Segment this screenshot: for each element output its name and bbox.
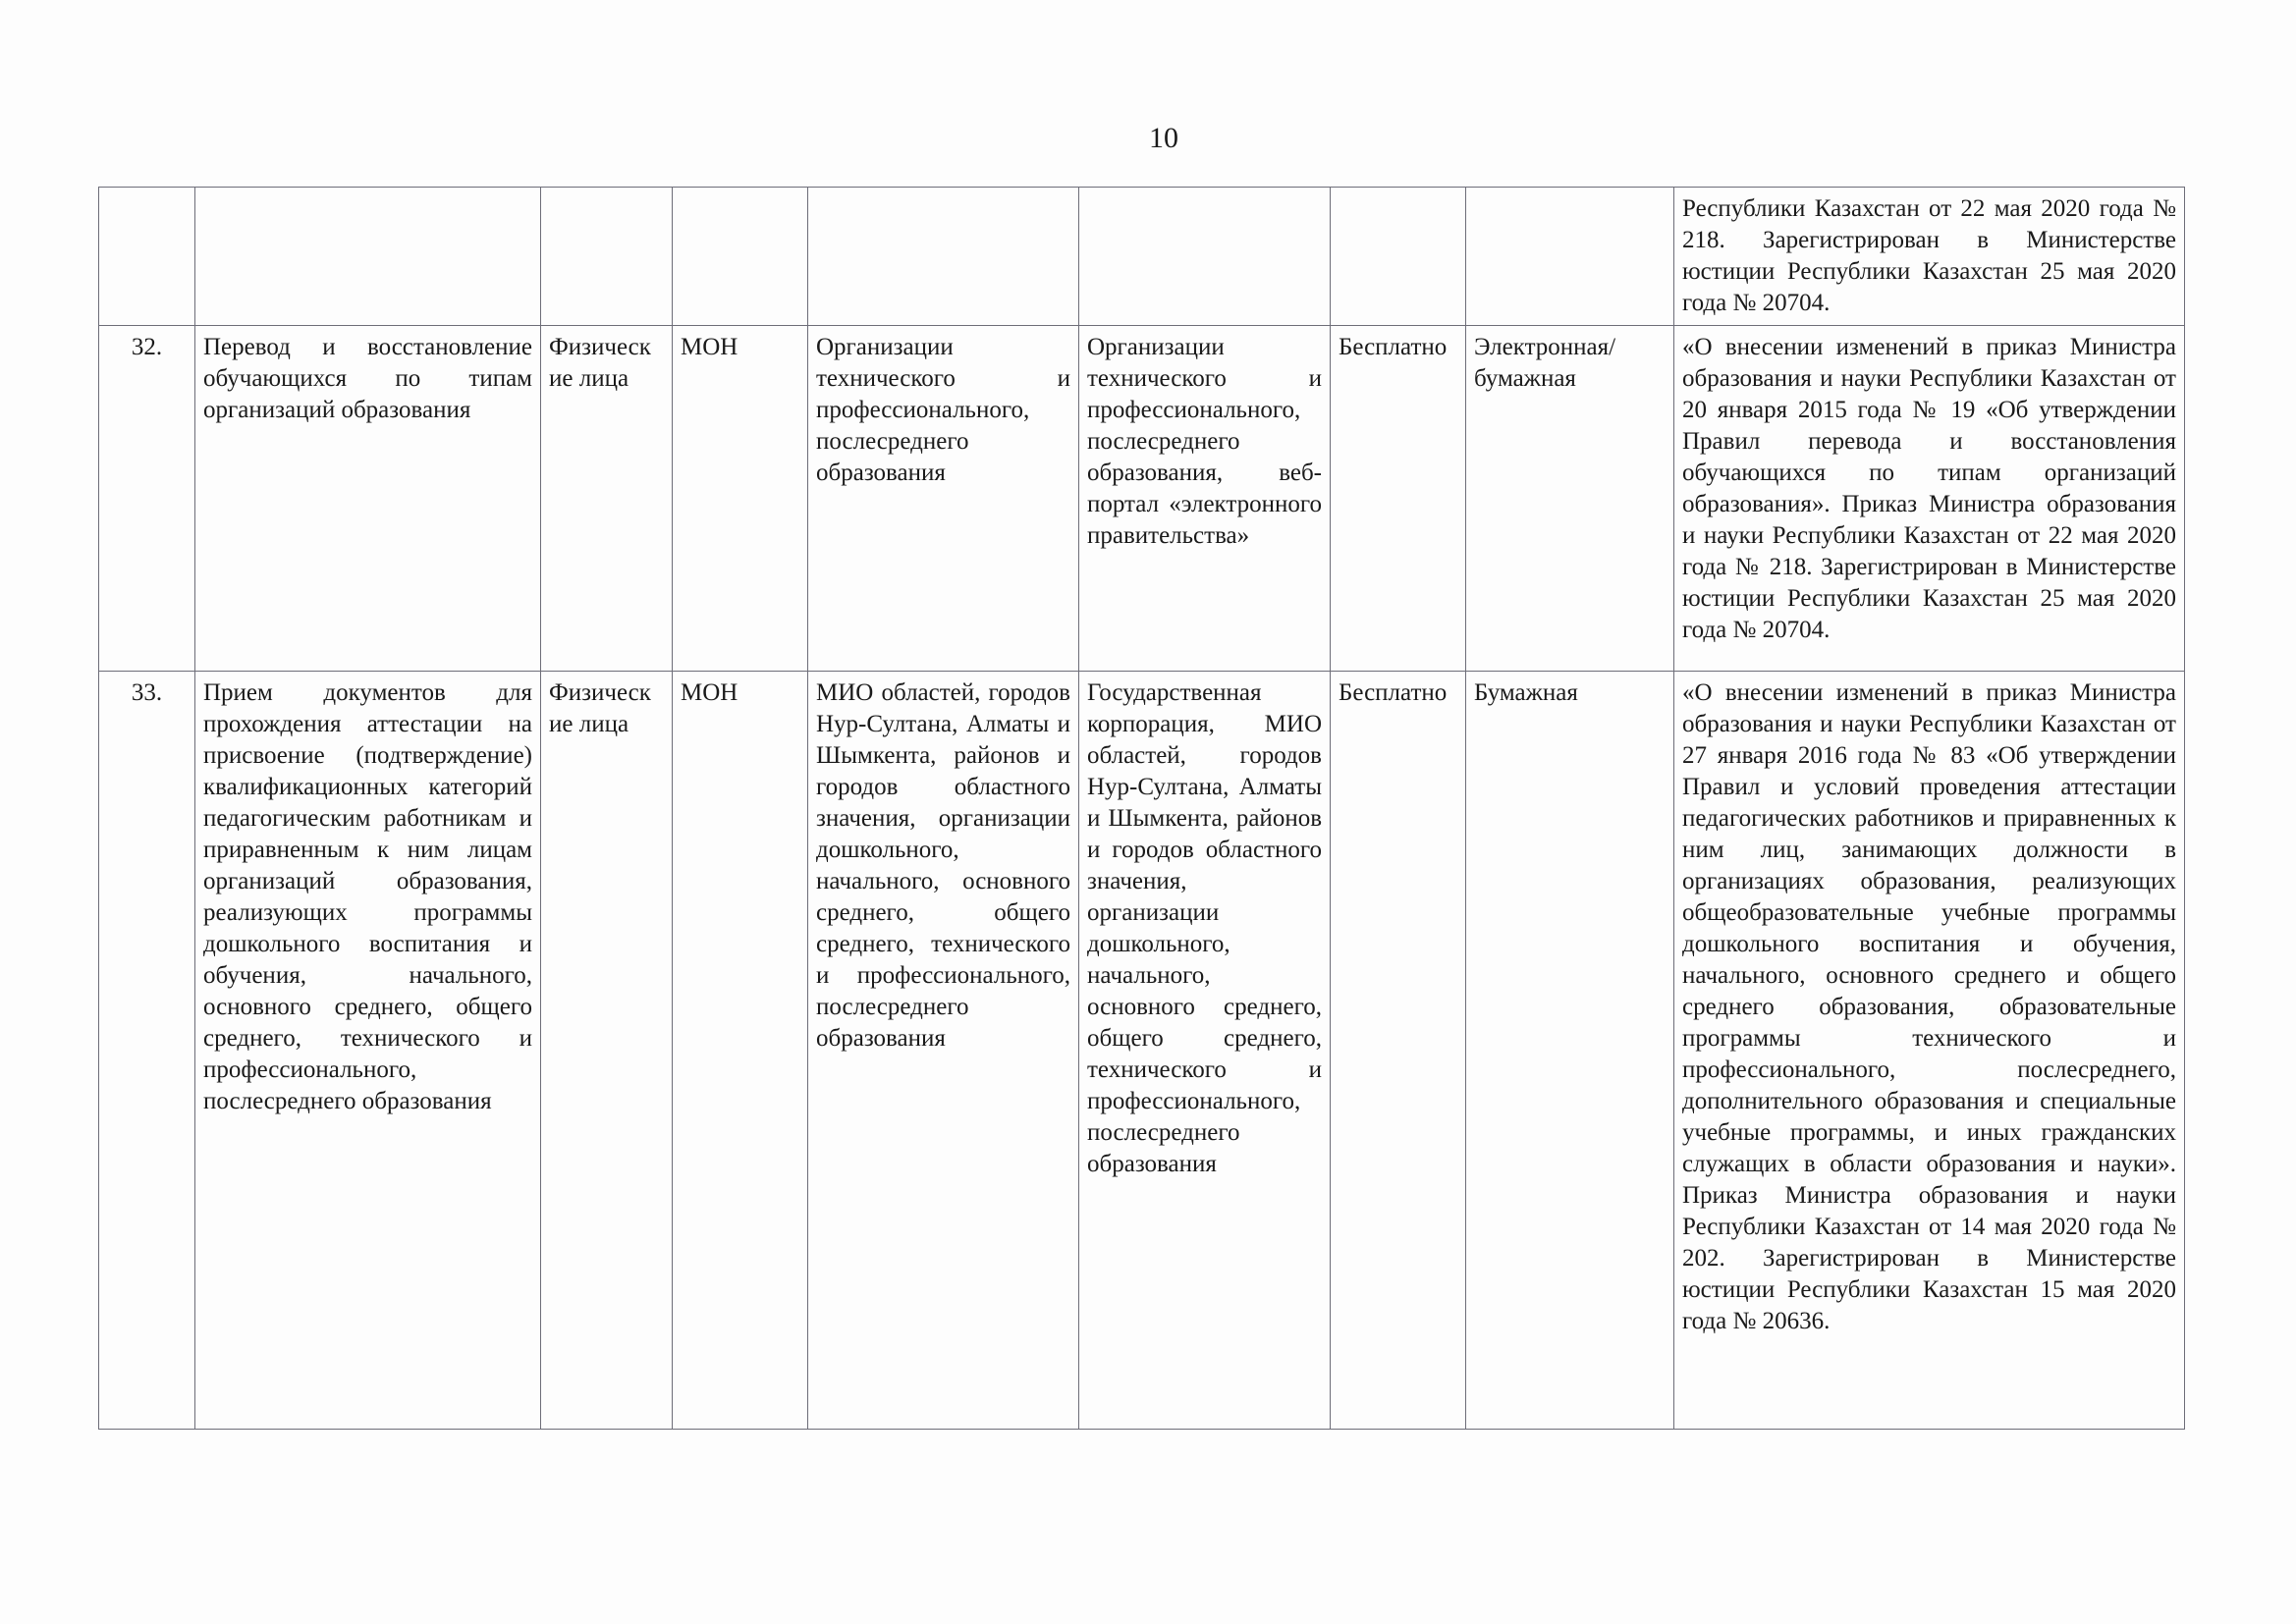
continuation-row <box>99 188 2185 326</box>
cell-provider <box>808 188 1079 326</box>
cell-service: Перевод и восстановление обучающихся по типам организаций образования <box>195 326 541 672</box>
cell-cost <box>1331 188 1466 326</box>
cell-recipient <box>541 188 673 326</box>
cell-num: 32. <box>99 326 195 672</box>
cell-provider: МИО областей, городов Нур-Султана, Алматы и Шымкента, районов и городов областного значения, организации дошкольного, начального, основного среднего, общего среднего, технического и профессионального, послесреднего образования <box>808 672 1079 1430</box>
cell-acceptance: Организации технического и профессионального, послесреднего образования, веб-портал «электронного правительства» <box>1079 326 1331 672</box>
cell-recipient: Физические лица <box>541 672 673 1430</box>
cell-acceptance: Государственная корпорация, МИО областей, городов Нур-Султана, Алматы и Шымкента, районов и городов областного значения, организации дошкольного, начального, основного среднего, общего среднего, технического и профессионального, послесреднего образования <box>1079 672 1331 1430</box>
cell-cost: Бесплатно <box>1331 672 1466 1430</box>
cell-form: Электронная/ бумажная <box>1466 326 1674 672</box>
cell-service: Прием документов для прохождения аттестации на присвоение (подтверждение) квалификационных категорий педагогическим работникам и приравненным к ним лицам организаций образования, реализующих программы дошкольного воспитания и обучения, начального, основного среднего, общего среднего, технического и профессионального, послесреднего образования <box>195 672 541 1430</box>
cell-service <box>195 188 541 326</box>
cell-legal: «О внесении изменений в приказ Министра образования и науки Республики Казахстан от 27 января 2016 года № 83 «Об утверждении Правил и условий проведения аттестации педагогических работников и приравненных к ним лиц, занимающих должности в организациях образования, реализующих общеобразовательные учебные программы дошкольного воспитания и обучения, начального, основного среднего и общего среднего образования, образовательные программы технического и профессионального, послесреднего, дополнительного образования и специальные учебные программы, и иных гражданских служащих в области образования и науки». Приказ Министра образования и науки Республики Казахстан от 14 мая 2020 года № 202. Зарегистрирован в Министерстве юстиции Республики Казахстан 15 мая 2020 года № 20636. <box>1674 672 2185 1430</box>
page-number: 10 <box>1149 122 1178 154</box>
cell-num <box>99 188 195 326</box>
cell-ministry: МОН <box>673 672 808 1430</box>
cell-recipient: Физические лица <box>541 326 673 672</box>
services-table <box>98 187 2185 1430</box>
cell-acceptance <box>1079 188 1331 326</box>
cell-form <box>1466 188 1674 326</box>
cell-cost: Бесплатно <box>1331 326 1466 672</box>
cell-num: 33. <box>99 672 195 1430</box>
cell-ministry <box>673 188 808 326</box>
cell-provider: Организации технического и профессионального, послесреднего образования <box>808 326 1079 672</box>
table-row <box>99 326 2185 672</box>
cell-form: Бумажная <box>1466 672 1674 1430</box>
cell-legal: «О внесении изменений в приказ Министра образования и науки Республики Казахстан от 20 января 2015 года № 19 «Об утверждении Правил перевода и восстановления обучающихся по типам организаций образования». Приказ Министра образования и науки Республики Казахстан от 22 мая 2020 года № 218. Зарегистрирован в Министерстве юстиции Республики Казахстан 25 мая 2020 года № 20704. <box>1674 326 2185 672</box>
cell-legal: Республики Казахстан от 22 мая 2020 года № 218. Зарегистрирован в Министерстве юстиции Республики Казахстан 25 мая 2020 года № 20704. <box>1674 188 2185 326</box>
table-row <box>99 672 2185 1430</box>
cell-ministry: МОН <box>673 326 808 672</box>
